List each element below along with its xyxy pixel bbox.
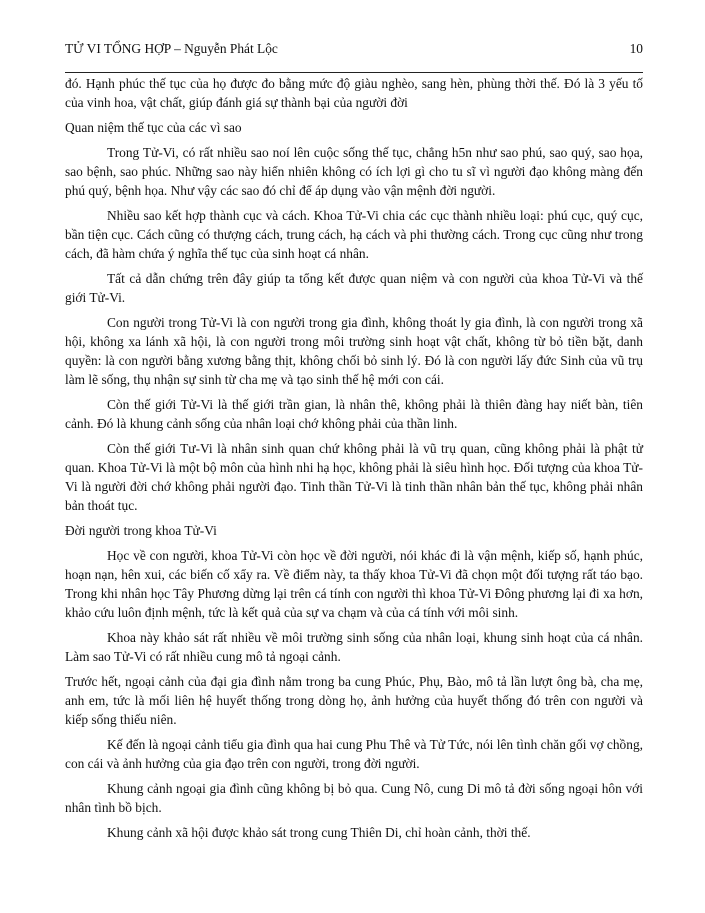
paragraph: Trước hết, ngoại cảnh của đại gia đình nằm trong ba cung Phúc, Phụ, Bào, mô tả lần lượt ông bà, cha mẹ, anh em, tức là mối liên hệ huyết thống trong dòng họ, ảnh hưởng của huyết thống đó trên con người và kiếp sống thiếu niên.	[65, 674, 643, 727]
paragraph: Trong Tử-Vi, có rất nhiều sao noí lên cuộc sống thế tục, chẳng h5n như sao phú, sao quý, sao họa, sao bệnh, sao phúc. Những sao này hiển nhiên không có ích lợi gì cho tu sĩ vì người đạo không màng đến phú quý, bệnh họa. Như vậy các sao đó chỉ để áp dụng vào vận mệnh đời người.	[65, 145, 643, 198]
paragraph: Học về con người, khoa Tử-Vi còn học về đời người, nói khác đi là vận mệnh, kiếp số, hạnh phúc, hoạn nạn, hên xui, các biến cố xẩy ra. Về điểm này, ta thấy khoa Tử-Vi đã chọn một đối tượng rất táo bạo. Trong khi nhân học Tây Phương dừng lại trên cá tính con người thì khoa Tử-Vi Đông phương lại đi xa hơn, khảo cứu luôn định mệnh, tức là kết quả của sự va chạm và của cá tính với môi sinh.	[65, 548, 643, 620]
paragraph: Tất cả dẫn chứng trên đây giúp ta tổng kết được quan niệm và con người của khoa Tử-Vi và thế giới Tử-Vi.	[65, 271, 643, 305]
paragraph: đó. Hạnh phúc thế tục của họ được đo bằng mức độ giàu nghèo, sang hèn, phùng thời thế. Đó là 3 yếu tố của vinh hoa, vật chất, giúp đánh giá sự thành bại của người đời	[65, 76, 643, 110]
document-body	[65, 74, 643, 848]
paragraph: Khung cảnh ngoại gia đình cũng không bị bỏ qua. Cung Nô, cung Di mô tả đời sống ngoại hôn với nhân tình bồ bịch.	[65, 781, 643, 815]
paragraph: Còn thế giới Tư-Vi là nhân sinh quan chứ không phải là vũ trụ quan, cũng không phải là phật tử quan. Khoa Tử-Vi là một bộ môn của hình nhi hạ học, không phải là siêu hình học. Đối tượng của khoa Tử-Vi là người đời chớ không phải người đạo. Tinh thần Tử-Vi là tinh thần nhân bản thế tục, không phải nhân bản thoát tục.	[65, 441, 643, 513]
running-title: TỬ VI TỔNG HỢP – Nguyễn Phát Lộc	[65, 41, 278, 56]
section-heading: Đời người trong khoa Tử-Vi	[65, 523, 217, 538]
section-heading: Quan niệm thế tục của các vì sao	[65, 120, 242, 135]
page-header	[65, 41, 643, 63]
paragraph: Kế đến là ngoại cảnh tiểu gia đình qua hai cung Phu Thê và Tử Tức, nói lên tình chăn gối vợ chồng, con cái và ảnh hưởng của gia đạo trên con người, trong đời người.	[65, 737, 643, 771]
paragraph: Con người trong Tử-Vi là con người trong gia đình, không thoát ly gia đình, là con người trong xã hội, không xa lánh xã hội, là con người trong môi trường sinh hoạt vật chất, không từ bỏ tiền bặt, danh quyền: là con người bằng xương bằng thịt, không chối bỏ sinh lý. Đó là con người lấy đức Sinh của vũ trụ làm lẽ sống, thụ nhận sự sinh từ cha mẹ và tạo sinh thế hệ mới con cái.	[65, 315, 643, 387]
paragraph: Còn thế giới Tử-Vi là thế giới trần gian, là nhân thê, không phải là thiên đàng hay niết bàn, tiên cảnh. Đó là khung cảnh sống của nhân loại chớ không phải của thần linh.	[65, 397, 643, 431]
header-rule	[65, 72, 643, 73]
page-number: 10	[629, 41, 643, 56]
paragraph: Khoa này khảo sát rất nhiều về môi trường sinh sống của nhân loại, khung sinh hoạt của cá nhân. Làm sao Tử-Vi có rất nhiều cung mô tả ngoại cảnh.	[65, 630, 643, 664]
paragraph: Nhiều sao kết hợp thành cục và cách. Khoa Tử-Vi chia các cục thành nhiều loại: phú cục, quý cục, bần tiện cục. Cách cũng có thượng cách, trung cách, hạ cách và phi thường cách. Trong cục cũng như trong cách, đã hàm chứa ý nghĩa thế tục của sinh hoạt cá nhân.	[65, 208, 643, 261]
paragraph: Khung cảnh xã hội được khảo sát trong cung Thiên Di, chỉ hoàn cảnh, thời thế.	[107, 825, 531, 840]
